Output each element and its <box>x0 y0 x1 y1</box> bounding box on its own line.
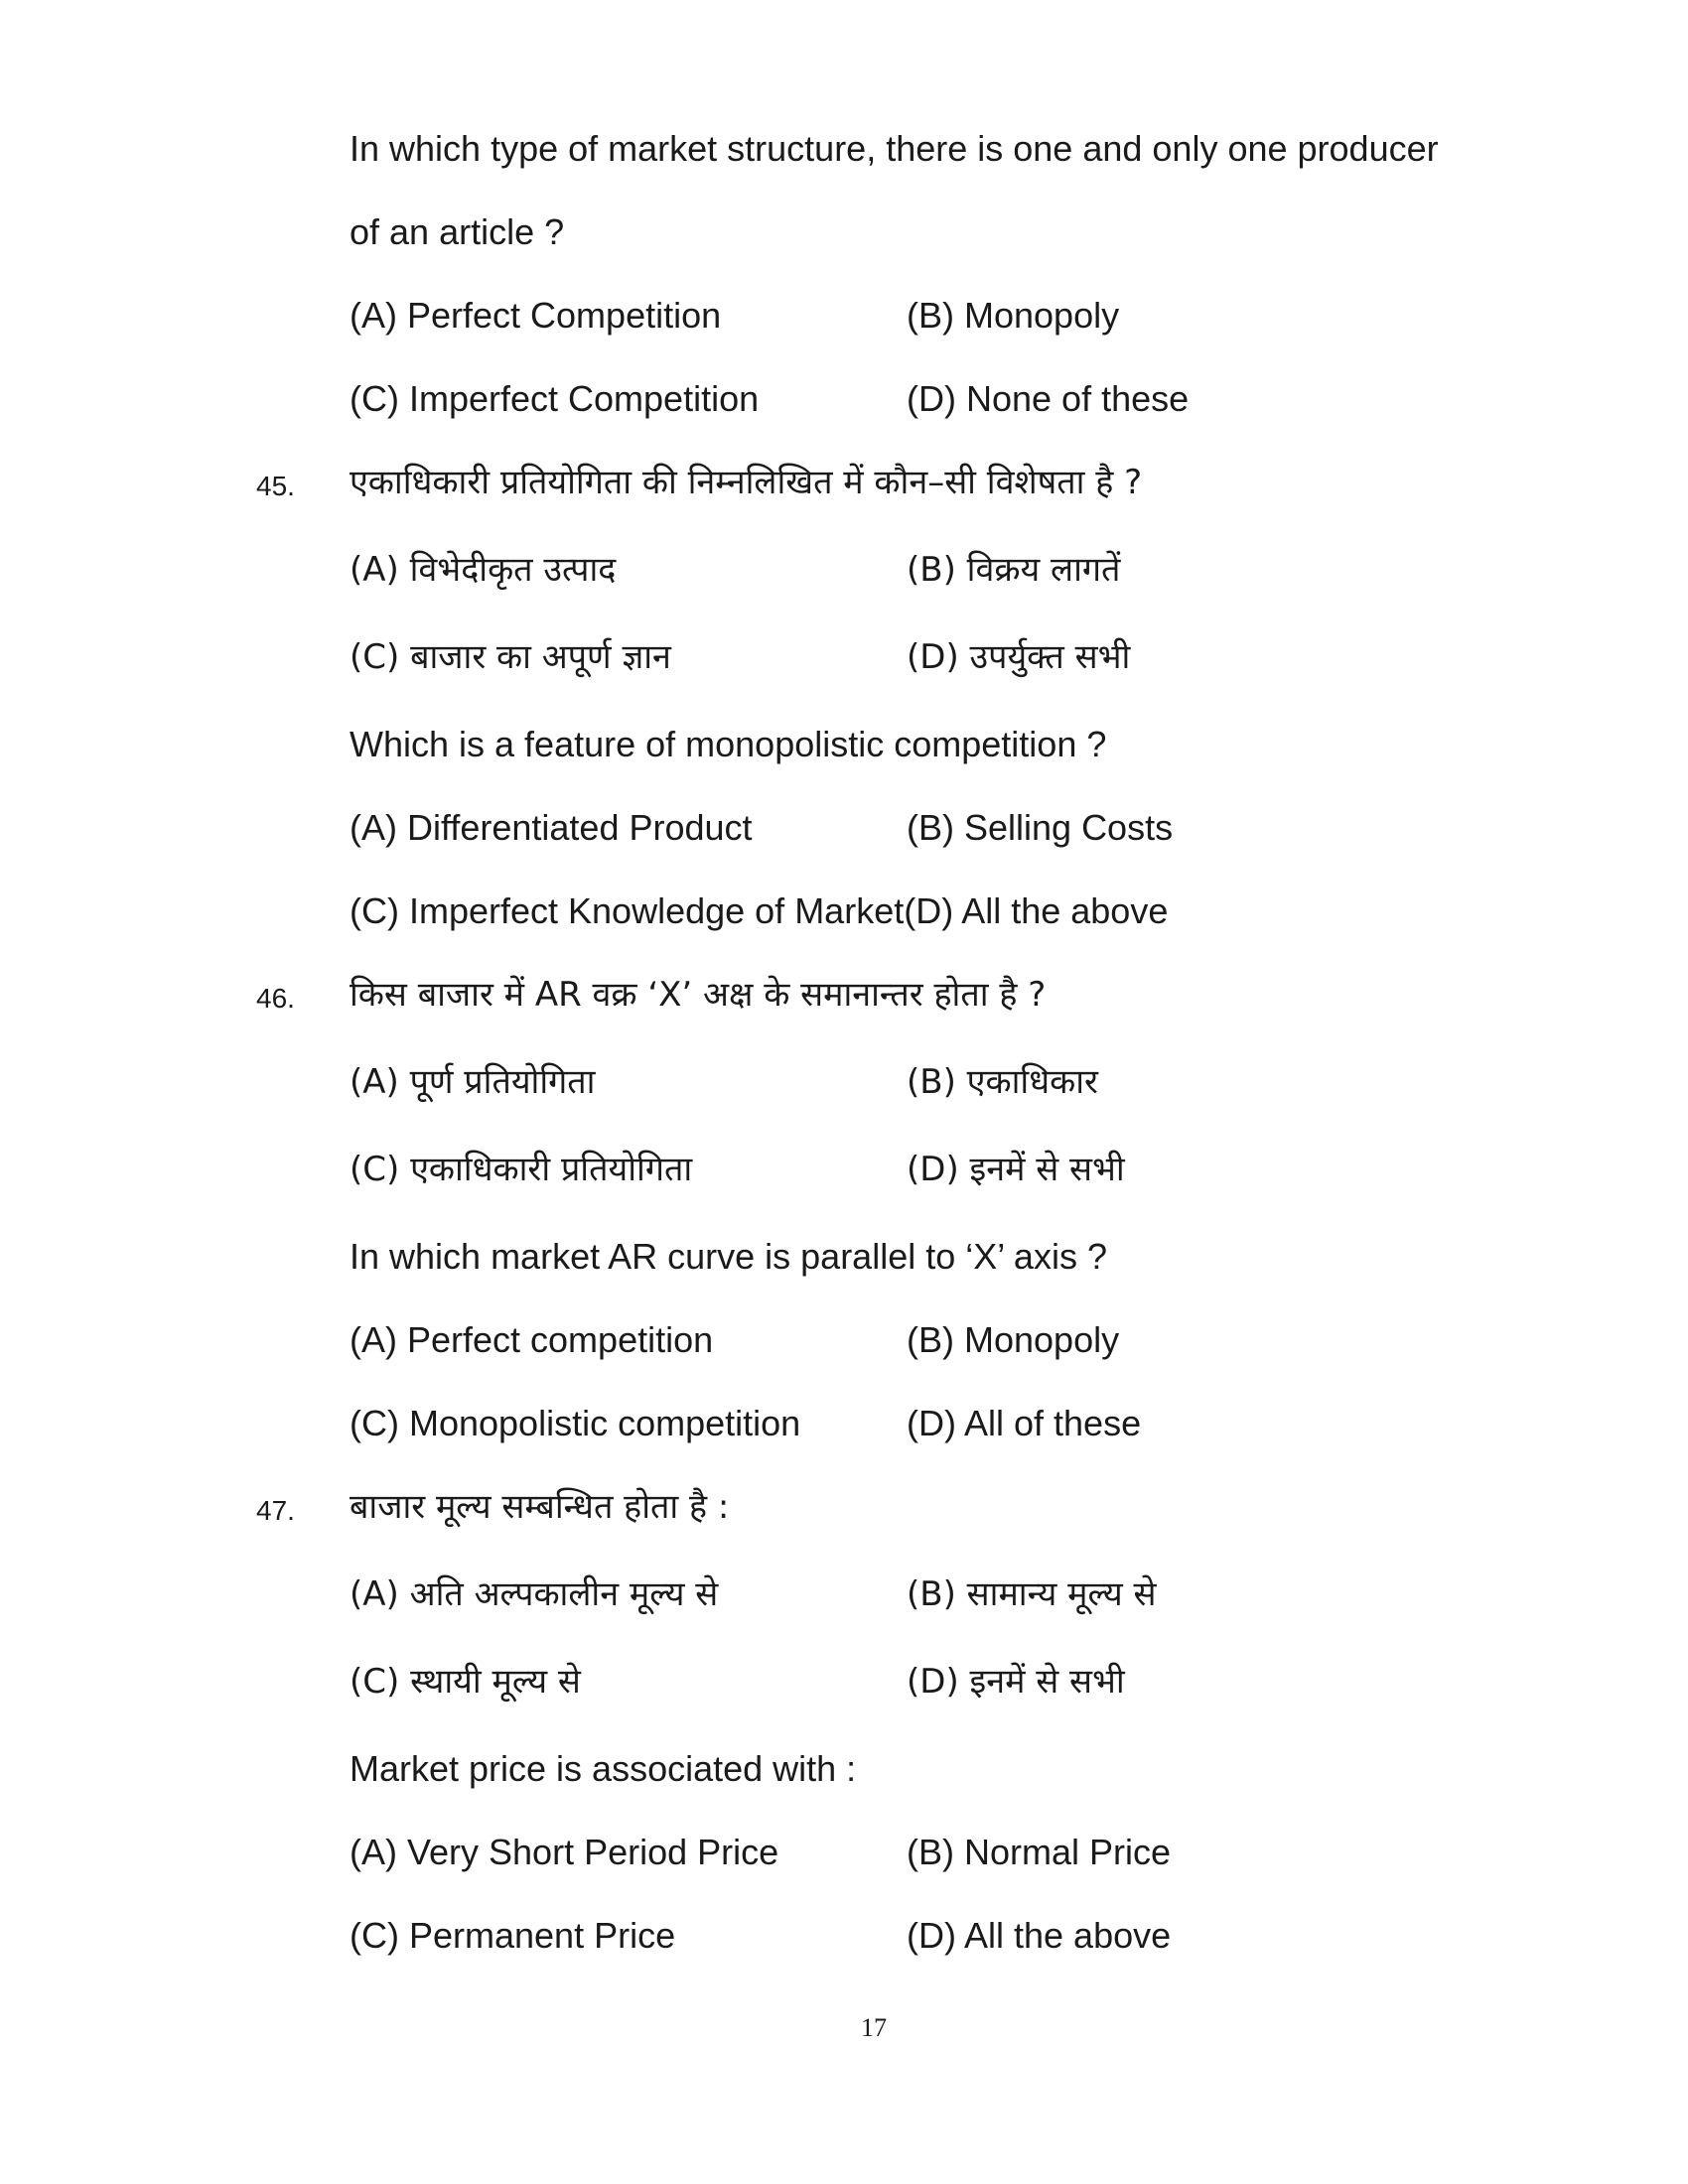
q47-hi-option-b: (B) सामान्य मूल्य से <box>907 1574 1157 1614</box>
q47-en-question: Market price is associated with : <box>350 1748 857 1789</box>
q44-en-option-c: (C) Imperfect Competition <box>350 378 760 419</box>
q46-hi-option-b: (B) एकाधिकार <box>907 1062 1098 1102</box>
q46-number: 46. <box>256 983 295 1014</box>
q47-en-option-d: (D) All the above <box>907 1915 1172 1956</box>
q45-hi-option-c: (C) बाजार का अपूर्ण ज्ञान <box>350 637 671 677</box>
q45-hi-question: एकाधिकारी प्रतियोगिता की निम्नलिखित में कौन–सी विशेषता है ? <box>350 463 1143 502</box>
q47-en-option-b: (B) Normal Price <box>907 1832 1172 1872</box>
q45-number: 45. <box>256 471 295 501</box>
q45-en-option-b: (B) Selling Costs <box>907 807 1174 848</box>
q45-hi-option-b: (B) विक्रय लागतें <box>907 550 1121 590</box>
q46-en-option-d: (D) All of these <box>907 1403 1142 1443</box>
q46-hi-option-d: (D) इनमें से सभी <box>907 1150 1125 1189</box>
q46-en-option-c: (C) Monopolistic competition <box>350 1403 801 1443</box>
q46-hi-option-c: (C) एकाधिकारी प्रतियोगिता <box>350 1150 693 1189</box>
q45-en-option-c-d: (C) Imperfect Knowledge of Market(D) All the above <box>350 890 1169 931</box>
q47-hi-option-d: (D) इनमें से सभी <box>907 1662 1125 1702</box>
q46-en-option-a: (A) Perfect competition <box>350 1319 714 1360</box>
q46-en-question: In which market AR curve is parallel to ‘X’ axis ? <box>350 1236 1107 1277</box>
q44-en-question-line1: In which type of market structure, there is one and only one producer <box>350 128 1439 169</box>
q46-hi-question: किस बाजार में AR वक्र ‘X’ अक्ष के समानान्तर होता है ? <box>350 975 1047 1015</box>
q44-en-question-line2: of an article ? <box>350 211 565 252</box>
q47-hi-option-c: (C) स्थायी मूल्य से <box>350 1662 581 1702</box>
q45-hi-option-d: (D) उपर्युक्त सभी <box>907 637 1131 677</box>
q44-en-option-b: (B) Monopoly <box>907 295 1120 336</box>
q47-hi-question: बाजार मूल्य सम्बन्धित होता है : <box>350 1487 730 1527</box>
q44-en-option-a: (A) Perfect Competition <box>350 295 722 336</box>
q45-hi-option-a: (A) विभेदीकृत उत्पाद <box>350 550 617 590</box>
q46-hi-option-a: (A) पूर्ण प्रतियोगिता <box>350 1062 596 1102</box>
q47-en-option-c: (C) Permanent Price <box>350 1915 676 1956</box>
q45-en-option-a: (A) Differentiated Product <box>350 807 753 848</box>
q46-en-option-b: (B) Monopoly <box>907 1319 1120 1360</box>
q47-number: 47. <box>256 1495 295 1526</box>
page-number: 17 <box>861 2013 887 2042</box>
q45-en-question: Which is a feature of monopolistic competition ? <box>350 724 1107 764</box>
q47-en-option-a: (A) Very Short Period Price <box>350 1832 779 1872</box>
q47-hi-option-a: (A) अति अल्पकालीन मूल्य से <box>350 1574 719 1614</box>
q44-en-option-d: (D) None of these <box>907 378 1190 419</box>
